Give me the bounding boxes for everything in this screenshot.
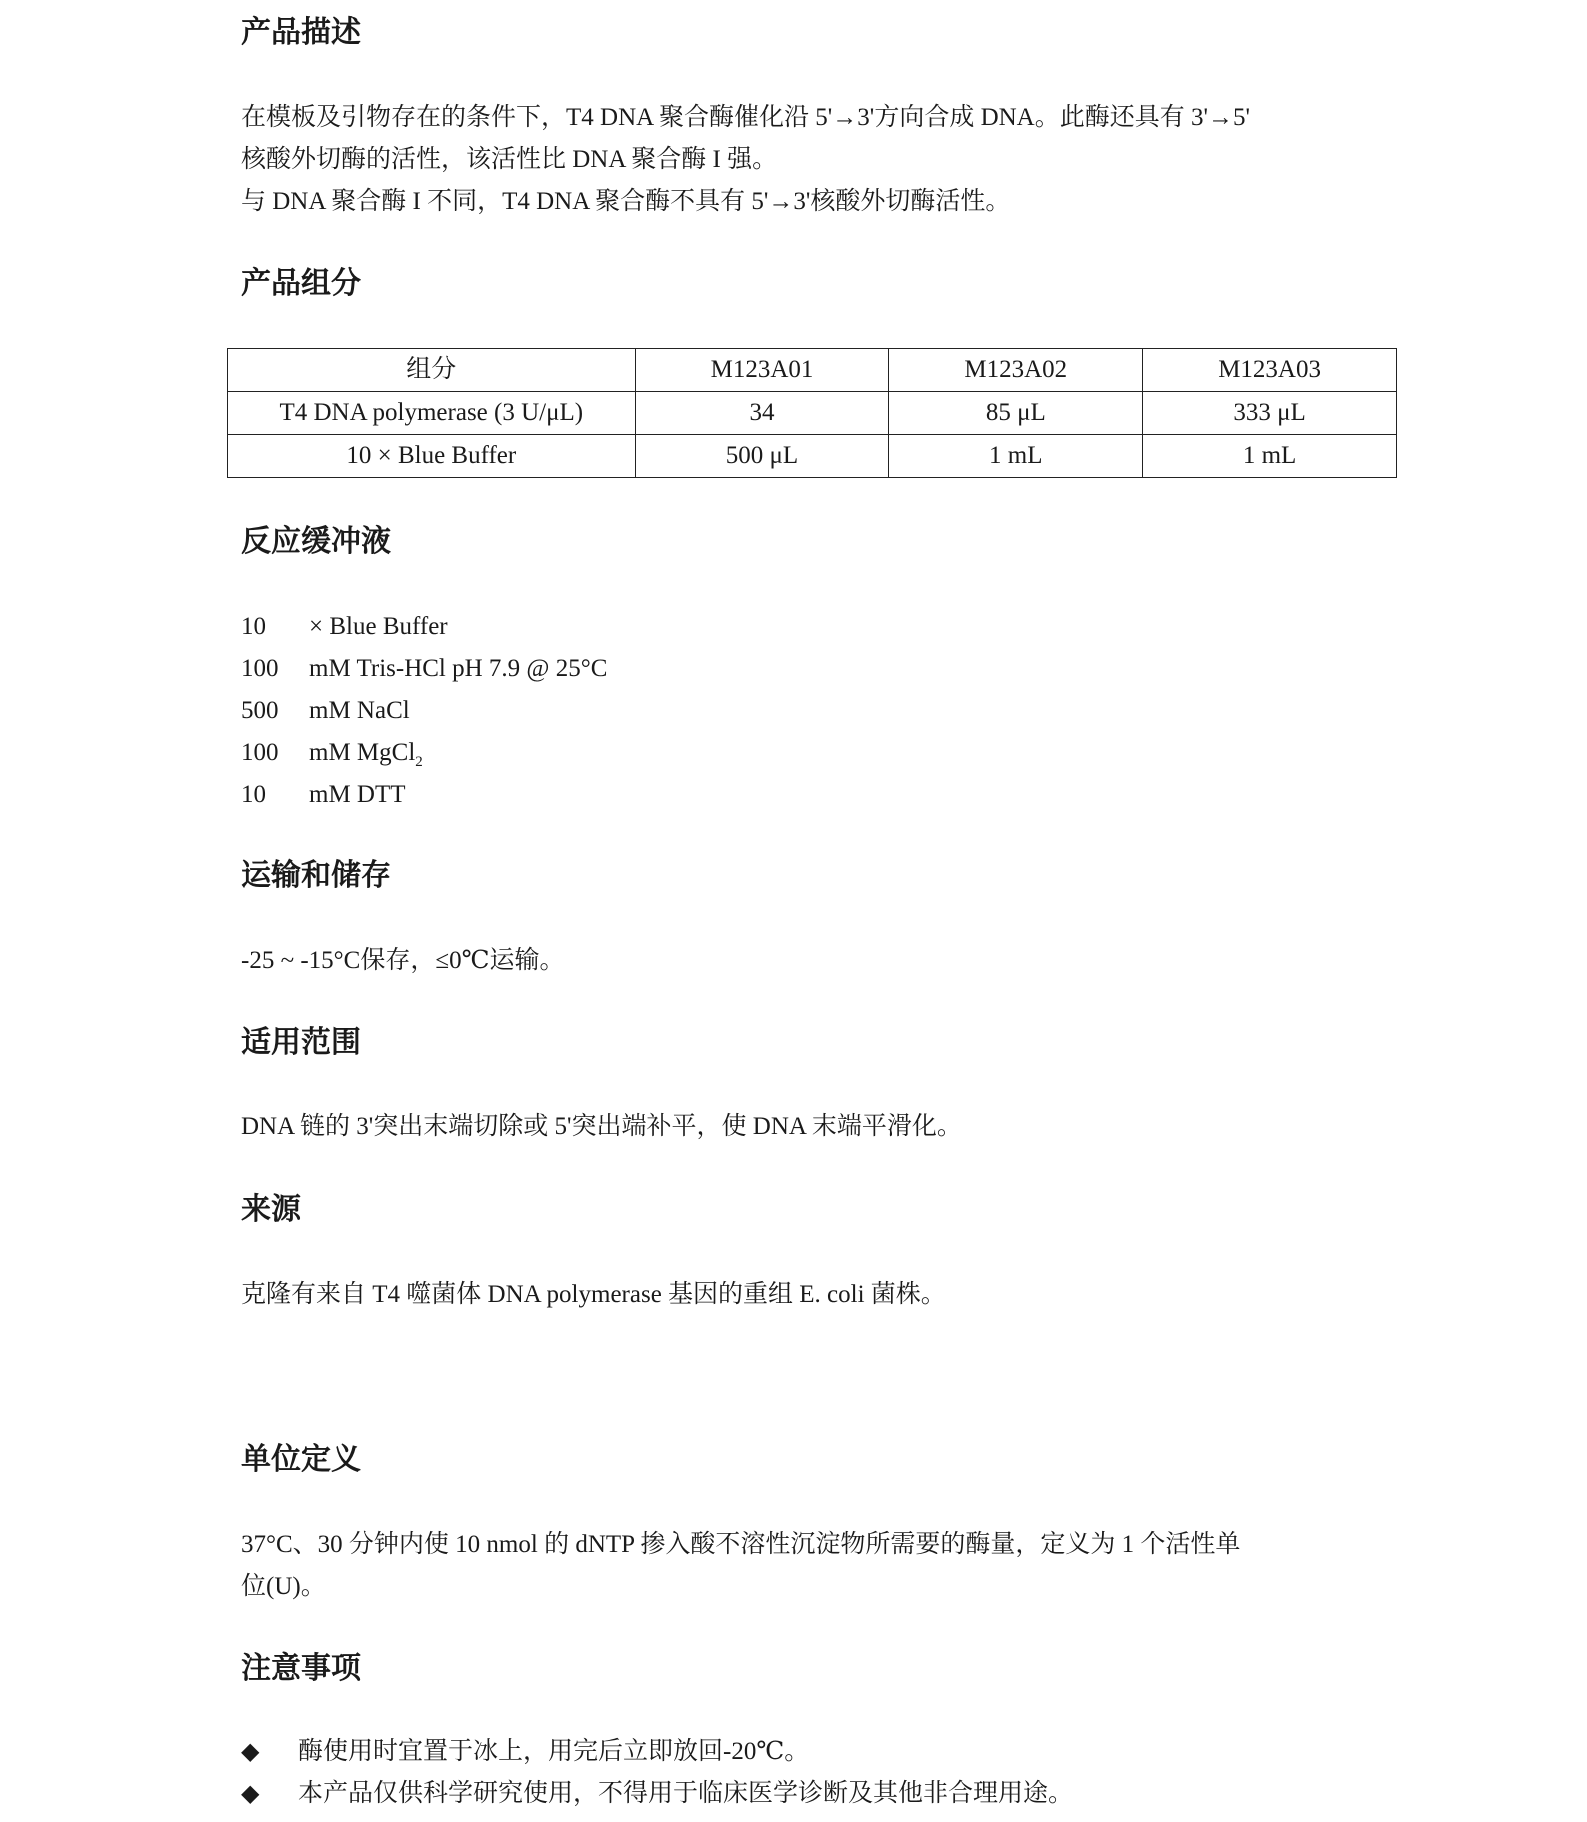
table-cell: 34 [635, 392, 889, 435]
components-table [227, 348, 1397, 478]
table-header-cell: M123A03 [1143, 349, 1397, 392]
section-title-description: 产品描述 [241, 16, 361, 49]
source-text: 克隆有来自 T4 噬菌体 DNA polymerase 基因的重组 E. coli 菌株。 [241, 1281, 946, 1308]
table-row [228, 392, 1397, 435]
table-header-cell: M123A01 [635, 349, 889, 392]
section-title-application: 适用范围 [241, 1026, 361, 1059]
section-title-components: 产品组分 [241, 267, 361, 300]
buffer-reagent: mM NaCl [309, 697, 410, 724]
buffer-amount: 100 [241, 739, 279, 766]
note-item: 酶使用时宜置于冰上，用完后立即放回-20℃。 [298, 1738, 810, 1765]
table-cell: T4 DNA polymerase (3 U/μL) [228, 392, 636, 435]
buffer-amount: 10 [241, 781, 266, 808]
section-title-notes: 注意事项 [241, 1652, 361, 1685]
unit-line-1: 37°C、30 分钟内使 10 nmol 的 dNTP 掺入酸不溶性沉淀物所需要的酶量，定义为 1 个活性单 [241, 1531, 1241, 1558]
note-item: 本产品仅供科学研究使用，不得用于临床医学诊断及其他非合理用途。 [298, 1780, 1074, 1807]
section-title-source: 来源 [241, 1193, 301, 1226]
description-line-3: 与 DNA 聚合酶 I 不同，T4 DNA 聚合酶不具有 5'→3'核酸外切酶活性。 [241, 188, 1011, 215]
section-title-storage: 运输和储存 [241, 859, 391, 892]
diamond-bullet-icon: ◆ [241, 1781, 260, 1807]
table-header-row [228, 349, 1397, 392]
description-line-2: 核酸外切酶的活性，该活性比 DNA 聚合酶 I 强。 [241, 146, 778, 173]
buffer-item [241, 774, 406, 816]
table-cell: 10 × Blue Buffer [228, 435, 636, 478]
table-cell: 1 mL [1143, 435, 1397, 478]
buffer-item [241, 648, 607, 690]
table-header-cell: 组分 [228, 349, 636, 392]
buffer-reagent: mM DTT [309, 781, 406, 808]
table-cell: 500 μL [635, 435, 889, 478]
diamond-bullet-icon: ◆ [241, 1739, 260, 1765]
storage-text: -25 ~ -15°C保存，≤0℃运输。 [241, 947, 565, 974]
table-row [228, 435, 1397, 478]
buffer-item [241, 606, 448, 648]
buffer-amount: 100 [241, 655, 279, 682]
buffer-item [241, 690, 410, 732]
buffer-reagent: mM Tris-HCl pH 7.9 @ 25°C [309, 655, 608, 682]
table-cell: 333 μL [1143, 392, 1397, 435]
application-text: DNA 链的 3'突出末端切除或 5'突出端补平，使 DNA 末端平滑化。 [241, 1113, 962, 1140]
table-cell: 85 μL [889, 392, 1143, 435]
section-title-buffer: 反应缓冲液 [241, 525, 391, 558]
buffer-reagent: × Blue Buffer [309, 613, 448, 640]
table-cell: 1 mL [889, 435, 1143, 478]
buffer-reagent: mM MgCl [309, 739, 416, 766]
description-line-1: 在模板及引物存在的条件下，T4 DNA 聚合酶催化沿 5'→3'方向合成 DNA。此酶还具有 3'→5' [241, 104, 1250, 131]
table-header-cell: M123A02 [889, 349, 1143, 392]
buffer-subscript: 2 [415, 754, 423, 770]
buffer-amount: 500 [241, 697, 279, 724]
buffer-amount: 10 [241, 613, 266, 640]
unit-line-2: 位(U)。 [241, 1573, 326, 1600]
section-title-unit: 单位定义 [241, 1443, 361, 1476]
